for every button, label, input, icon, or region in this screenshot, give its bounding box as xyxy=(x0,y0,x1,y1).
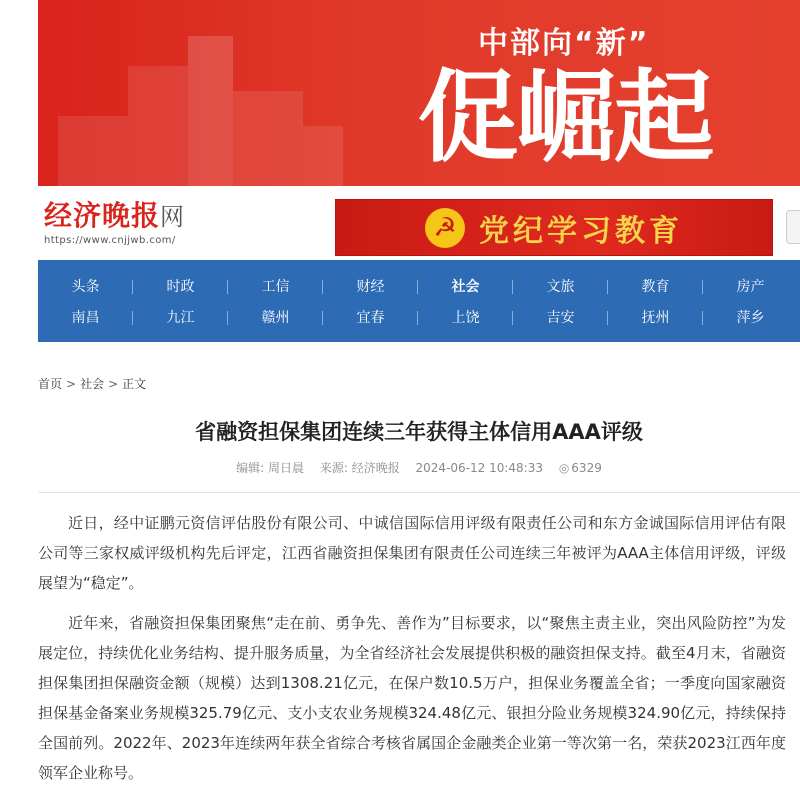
nav-item-education[interactable]: 教育 xyxy=(608,272,703,302)
breadcrumb-separator: > xyxy=(108,377,119,391)
nav-item-industry[interactable]: 工信 xyxy=(228,272,323,302)
article-meta xyxy=(38,459,800,476)
breadcrumb-current: 正文 xyxy=(122,377,147,391)
nav-item-jiujiang[interactable]: 九江 xyxy=(133,303,228,333)
article-body xyxy=(38,508,786,798)
article-datetime: 2024-06-12 10:48:33 xyxy=(415,461,543,475)
banner-subtitle: 中部向“新” xyxy=(478,26,650,61)
article-paragraph: 近年来，省融资担保集团聚焦“走在前、勇争先、善作为”目标要求，以“聚焦主责主业，突出风险防控”为发展定位，持续优化业务结构、提升服务质量，为全省经济社会发展提供积极的融资担保支持。截至4月末，省融资担保集团担保融资金额（规模）达到1308.21亿元，在保户数10.5万户，担保业务覆盖全省；一季度向国家融资担保基金备案业务规模325.79亿元、支小支农业务规模324.48亿元、银担分险业务规模324.90亿元，持续保持全国前列。2022年、2023年连续两年获全省综合考核省属国企金融类企业第一等次第一名，荣获2023江西年度领军企业称号。 xyxy=(38,614,786,782)
divider xyxy=(38,492,800,493)
party-banner-text: 党纪学习教育 xyxy=(479,213,683,249)
article-title: 省融资担保集团连续三年获得主体信用AAA评级 xyxy=(195,420,643,444)
banner-building-graphic xyxy=(303,126,343,186)
nav-item-finance[interactable]: 财经 xyxy=(323,272,418,302)
nav-item-fuzhou[interactable]: 抚州 xyxy=(608,303,703,333)
banner-building-graphic xyxy=(188,36,233,186)
breadcrumb-home-link[interactable]: 首页 xyxy=(38,377,63,391)
article-paragraph: 近日，经中证鹏元资信评估股份有限公司、中诚信国际信用评级有限责任公司和东方金诚国际信用评估有限公司等三家权威评级机构先后评定，江西省融资担保集团有限责任公司连续三年被评为AAA主体信用评级，评级展望为“稳定”。 xyxy=(38,514,786,592)
nav-item-politics[interactable]: 时政 xyxy=(133,272,228,302)
nav-item-pingxiang[interactable]: 萍乡 xyxy=(736,310,765,326)
breadcrumb-separator: > xyxy=(66,377,77,391)
main-navigation xyxy=(38,260,800,342)
nav-item-real-estate[interactable]: 房产 xyxy=(736,279,765,295)
nav-item-nanchang[interactable]: 南昌 xyxy=(38,303,133,333)
logo-name: 经济晚报 xyxy=(44,199,161,232)
article-source: 来源: 经济晚报 xyxy=(319,461,400,475)
nav-item-shangrao[interactable]: 上饶 xyxy=(418,303,513,333)
breadcrumb xyxy=(38,375,146,392)
nav-item-yichun[interactable]: 宜春 xyxy=(323,303,418,333)
logo-suffix: 网 xyxy=(160,203,186,231)
party-education-banner[interactable] xyxy=(335,199,773,256)
article-view-count: ◎ 6329 xyxy=(559,461,602,475)
nav-item-jian[interactable]: 吉安 xyxy=(513,303,608,333)
nav-row-cities xyxy=(38,303,800,333)
nav-item-ganzhou[interactable]: 赣州 xyxy=(228,303,323,333)
banner-building-graphic xyxy=(58,116,128,186)
banner-title: 促崛起 xyxy=(418,58,712,176)
banner-building-graphic xyxy=(233,91,303,186)
article-editor: 编辑: 周日晨 xyxy=(236,461,305,475)
nav-item-society[interactable]: 社会 xyxy=(418,272,513,302)
top-banner[interactable] xyxy=(38,0,800,186)
logo-url: https://www.cnjjwb.com/ xyxy=(44,235,176,246)
site-logo[interactable] xyxy=(44,200,185,246)
banner-building-graphic xyxy=(128,66,188,186)
nav-item-culture-tourism[interactable]: 文旅 xyxy=(513,272,608,302)
nav-item-headlines[interactable]: 头条 xyxy=(38,272,133,302)
search-box-edge[interactable] xyxy=(786,210,800,244)
party-emblem-icon: ☭ xyxy=(425,208,465,248)
nav-row-categories xyxy=(38,272,800,302)
breadcrumb-section-link[interactable]: 社会 xyxy=(80,377,105,391)
